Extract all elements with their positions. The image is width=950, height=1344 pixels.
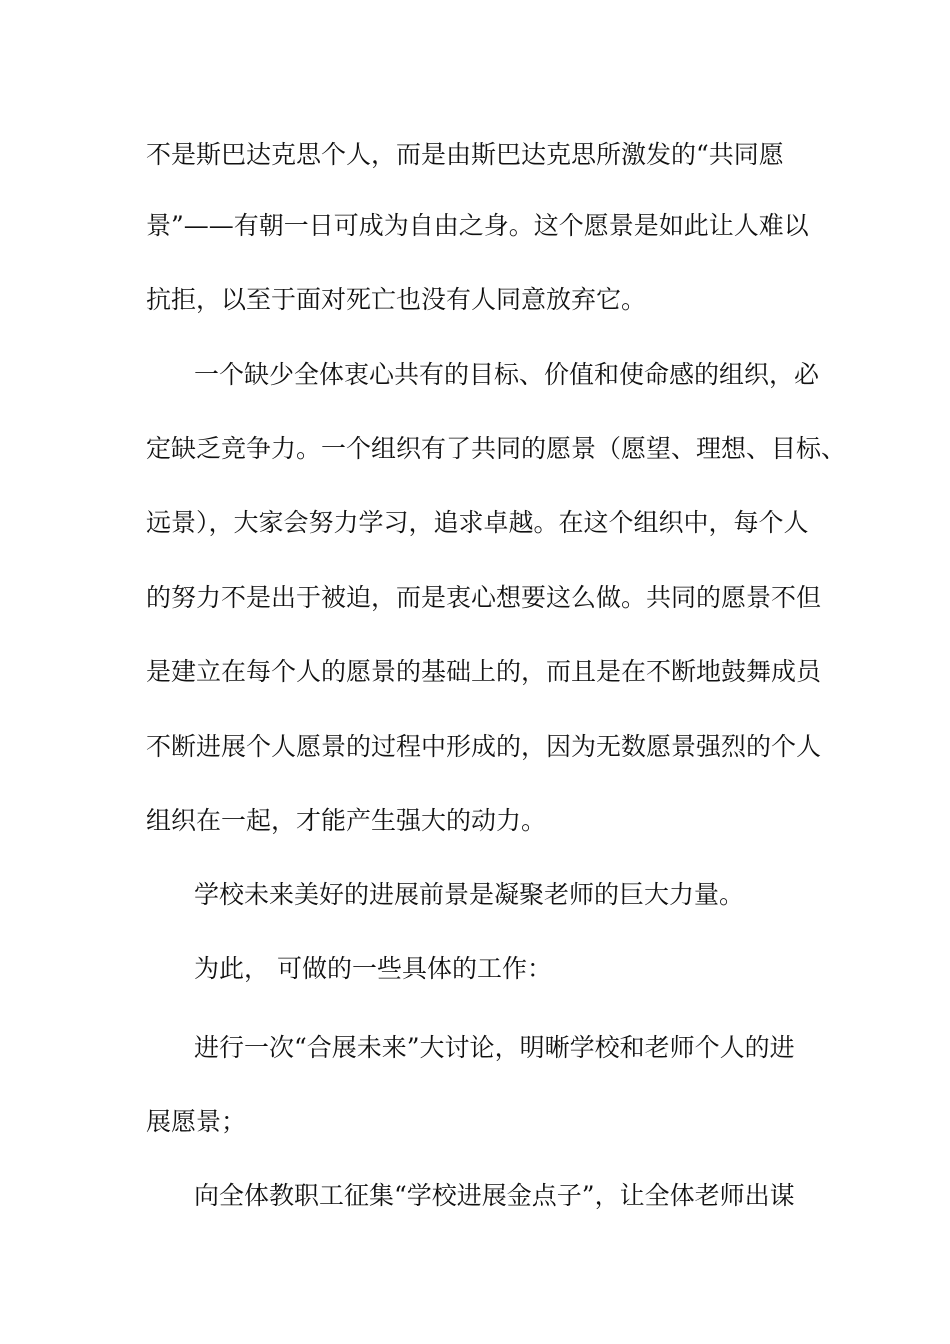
text-line: 不是斯巴达克思个人，而是由斯巴达克思所激发的“共同愿: [146, 140, 784, 169]
text-line: 定缺乏竞争力。一个组织有了共同的愿景（愿望、理想、目标、: [146, 434, 847, 463]
paragraph-start-line: 为此， 可做的一些具体的工作：: [194, 954, 552, 983]
text-line: 远景），大家会努力学习，追求卓越。在这个组织中，每个人: [146, 508, 809, 537]
paragraph-start-line: 学校未来美好的进展前景是凝聚老师的巨大力量。: [194, 880, 745, 909]
text-line: 不断进展个人愿景的过程中形成的，因为无数愿景强烈的个人: [146, 732, 822, 761]
text-line: 抗拒，以至于面对死亡也没有人同意放弃它。: [146, 285, 647, 314]
paragraph-start-line: 向全体教职工征集“学校进展金点子”，让全体老师出谋: [194, 1181, 795, 1210]
paragraph-start-line: 进行一次“合展未来”大讨论，明晰学校和老师个人的进: [194, 1033, 795, 1062]
text-line: 是建立在每个人的愿景的基础上的，而且是在不断地鼓舞成员: [146, 657, 822, 686]
text-line: 景”——有朝一日可成为自由之身。这个愿景是如此让人难以: [146, 211, 809, 240]
text-line: 展愿景；: [146, 1107, 247, 1136]
paragraph-start-line: 一个缺少全体衷心共有的目标、价值和使命感的组织，必: [194, 360, 820, 389]
text-line: 的努力不是出于被迫，而是衷心想要这么做。共同的愿景不但: [146, 583, 822, 612]
text-line: 组织在一起，才能产生强大的动力。: [146, 806, 547, 835]
